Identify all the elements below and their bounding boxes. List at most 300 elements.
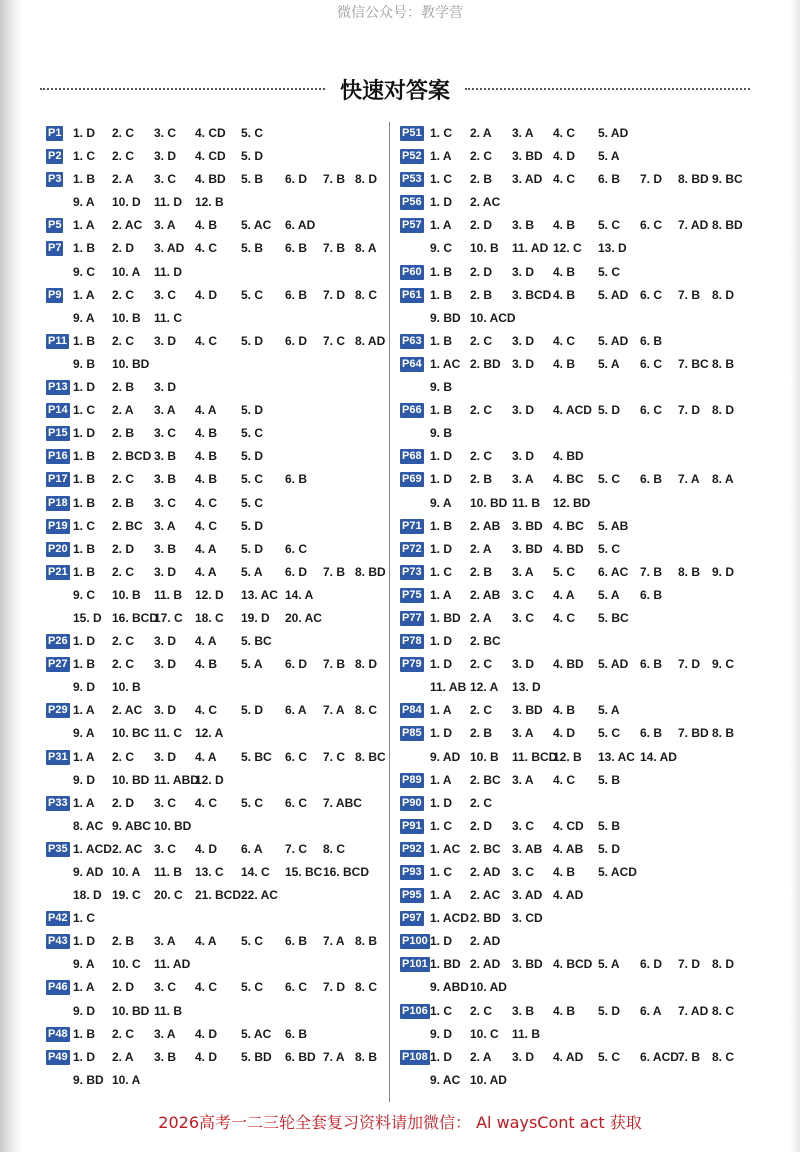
answer-item: 5. A [241,564,263,579]
answer-item: 5. C [598,541,621,556]
answer-line [46,493,386,516]
answer-item: 3. D [154,333,177,348]
answer-line [400,862,760,885]
page-number-badge: P97 [402,912,422,925]
answer-item: 1. A [430,772,452,787]
answer-item: 5. C [241,795,264,810]
answer-item: 3. C [154,495,177,510]
answer-line [46,654,386,677]
answer-item: 2. C [112,149,135,164]
answer-line [400,331,760,354]
answer-item: 12. A [470,680,499,695]
answer-item: 7. AD [678,218,709,233]
answer-item: 10. BD [112,1003,150,1018]
answer-item: 7. D [678,957,701,972]
answer-item: 2. A [470,1049,492,1064]
answer-item: 12. C [553,241,582,256]
answer-item: 5. D [241,149,264,164]
answer-item: 6. B [285,934,308,949]
page-spine-shadow [0,0,22,1152]
answer-item: 3. D [512,333,535,348]
answer-item: 6. B [640,587,663,602]
answer-item: 3. C [154,287,177,302]
answer-item: 1. ACD [73,841,112,856]
answer-item: 8. AD [355,333,386,348]
answer-line [46,469,386,492]
answer-item: 4. CD [553,818,584,833]
answer-item: 9. A [73,195,95,210]
answer-item: 9. D [430,1026,453,1041]
answer-item: 6. B [598,172,621,187]
answer-item: 3. BD [512,518,543,533]
answer-item: 11. BCD [512,749,558,764]
answer-line [400,123,760,146]
answer-item: 20. C [154,888,183,903]
answer-item: 1. C [73,911,96,926]
answer-item: 4. BD [553,541,584,556]
answer-item: 6. C [285,749,308,764]
answer-item: 1. AC [430,841,461,856]
answer-item: 5. A [241,657,263,672]
answer-item: 3. D [154,380,177,395]
page-number-badge: P51 [402,127,422,139]
answer-line [46,562,386,585]
page-number-badge: P60 [402,265,422,278]
answer-item: 2. C [470,1003,493,1018]
answer-item: 5. ACD [598,865,637,879]
answer-line [46,700,386,723]
answer-item: 2. A [112,1049,134,1064]
page-number-badge: P48 [48,1027,68,1040]
answer-item: 1. A [73,795,95,810]
answer-item: 16. BCD [323,865,370,879]
answer-item: 19. C [112,888,141,903]
answer-item: 2. D [112,795,135,810]
page-number-badge: P91 [402,819,422,832]
answer-item: 1. D [430,195,453,210]
answer-item: 10. C [112,957,141,972]
answer-line [400,493,760,516]
answer-item: 2. AB [470,518,501,533]
answer-item: 2. AD [470,934,501,949]
answer-item: 6. AD [285,218,316,233]
answer-item: 2. B [112,380,135,395]
answer-item: 3. BCD [512,287,552,302]
answer-item: 4. C [195,333,218,348]
answer-item: 2. C [112,657,135,672]
answer-item: 3. C [512,610,535,625]
answer-item: 5. C [598,218,621,233]
answer-item: 2. C [112,472,135,487]
answer-item: 4. B [553,703,576,718]
answer-item: 4. B [195,218,218,233]
answer-item: 17. C [154,610,183,625]
page-number-badge: P35 [48,842,68,855]
answer-item: 6. D [285,333,308,348]
answer-item: 3. AD [512,172,543,187]
answer-item: 4. AD [553,888,584,903]
answer-item: 3. C [154,980,177,995]
answer-item: 9. ABD [430,980,469,995]
answer-item: 15. D [73,610,102,625]
answer-item: 3. BD [512,703,543,718]
answer-item: 5. AD [598,333,629,348]
answer-item: 7. A [678,472,700,487]
page-number-badge: P106 [402,1004,428,1017]
answer-item: 11. C [154,726,183,741]
answer-line [46,954,386,977]
answer-item: 1. B [73,172,96,187]
answer-line [400,816,760,839]
answer-line [400,931,760,954]
answer-item: 9. C [73,264,96,279]
answer-item: 3. AD [512,888,543,903]
answer-item: 9. AD [73,865,104,879]
answer-line [46,308,386,331]
answer-item: 4. D [195,1049,218,1064]
answer-item: 8. B [712,356,735,371]
page-number-badge: P79 [402,658,422,671]
answer-item: 18. D [73,888,102,903]
answer-item: 6. D [285,172,308,187]
answer-item: 6. C [640,218,663,233]
answer-line [400,1070,760,1093]
answer-item: 15. BC [285,865,323,879]
answer-item: 4. A [195,934,217,949]
answer-item: 5. AD [598,126,629,140]
answer-item: 8. D [712,403,735,418]
answer-item: 1. B [430,403,453,418]
page-number-badge: P29 [48,704,68,717]
answer-item: 5. BC [598,610,629,625]
answer-item: 12. B [195,195,224,210]
answer-column-right [400,123,760,1093]
answer-item: 1. C [73,149,96,164]
answer-item: 3. A [154,218,176,233]
answer-item: 9. D [73,772,96,787]
answer-item: 8. C [355,980,378,995]
answer-item: 1. B [430,264,453,279]
answer-item: 8. C [355,287,378,302]
answer-item: 5. D [598,403,621,418]
answer-line [400,723,760,746]
answer-item: 3. D [512,264,535,279]
answer-item: 2. BC [470,634,501,649]
answer-line [400,469,760,492]
answer-item: 2. AD [470,957,501,972]
answer-line [400,562,760,585]
answer-item: 5. C [241,126,264,140]
answer-item: 7. A [323,703,345,718]
answer-item: 3. CD [512,911,543,926]
answer-item: 5. BD [241,1049,272,1064]
answer-item: 1. BD [430,610,461,625]
page-number-badge: P89 [402,773,422,786]
answer-item: 3. B [512,218,535,233]
answer-item: 1. B [73,1026,96,1041]
answer-item: 6. B [640,726,663,741]
answer-item: 5. C [241,934,264,949]
answer-line [46,169,386,192]
answer-item: 2. B [470,564,493,579]
answer-item: 1. B [73,564,96,579]
answer-item: 2. BD [470,356,501,371]
answer-line [46,608,386,631]
page-number-badge: P63 [402,334,422,347]
answer-item: 10. BD [470,495,508,510]
answer-item: 5. A [598,356,620,371]
answer-item: 1. BD [430,957,461,972]
answer-item: 6. A [241,841,263,856]
answer-item: 3. BD [512,541,543,556]
answer-item: 3. D [512,403,535,418]
answer-item: 3. D [154,657,177,672]
answer-item: 2. A [470,610,492,625]
answer-item: 2. D [470,818,493,833]
answer-item: 1. A [430,587,452,602]
answer-item: 2. C [470,703,493,718]
page-number-badge: P13 [48,381,68,394]
answer-item: 9. C [712,657,735,672]
answer-item: 10. BD [154,818,192,833]
answer-item: 2. BD [470,911,501,926]
answer-line [400,308,760,331]
answer-item: 8. BD [678,172,709,187]
answer-item: 4. ACD [553,403,592,418]
title-row [40,74,750,104]
answer-item: 4. B [553,1003,576,1018]
answer-item: 4. AB [553,841,584,856]
answer-item: 3. C [154,172,177,187]
page-number-badge: P17 [48,473,68,486]
page-number-badge: P46 [48,981,68,994]
answer-item: 3. A [512,564,534,579]
answer-item: 3. BD [512,957,543,972]
answer-item: 6. C [640,356,663,371]
answer-line [46,516,386,539]
answer-item: 2. D [112,241,135,256]
answer-item: 2. C [112,564,135,579]
answer-item: 4. D [553,149,576,164]
page-number-badge: P15 [48,427,68,440]
answer-item: 3. C [154,841,177,856]
answer-item: 6. B [640,472,663,487]
page-number-badge: P43 [48,935,68,948]
answer-item: 8. A [355,241,377,256]
answer-item: 4. B [553,865,576,879]
page-number-badge: P78 [402,635,422,648]
answer-item: 6. B [285,241,308,256]
answer-item: 13. AC [598,749,635,764]
page-number-badge: P64 [402,357,422,370]
answer-item: 4. BC [553,472,584,487]
answer-item: 7. C [285,841,308,856]
answer-item: 9. ABC [112,818,151,833]
answer-item: 7. B [323,172,346,187]
answer-item: 3. D [154,149,177,164]
answer-line [400,608,760,631]
answer-item: 1. A [430,149,452,164]
answer-line [400,192,760,215]
answer-item: 3. B [154,541,177,556]
answer-item: 7. ABC [323,795,362,810]
answer-item: 2. B [112,426,135,441]
answer-line [400,977,760,1000]
answer-line [46,377,386,400]
answer-item: 4. A [195,634,217,649]
answer-item: 1. B [430,287,453,302]
answer-item: 2. D [112,541,135,556]
answer-item: 2. AC [112,841,143,856]
answer-item: 4. A [195,541,217,556]
answer-item: 10. AD [470,1072,507,1087]
answer-item: 9. D [73,680,96,695]
answer-item: 3. A [154,403,176,418]
answer-column-left [46,123,386,1093]
answer-item: 1. D [73,426,96,441]
answer-item: 2. A [470,126,492,140]
page-number-badge: P27 [48,658,68,671]
answer-item: 6. B [285,1026,308,1041]
answer-item: 2. BC [112,518,143,533]
answer-item: 10. ACD [470,310,516,325]
answer-item: 18. C [195,610,224,625]
answer-item: 9. AD [430,749,461,764]
answer-item: 16. BCD [112,610,159,625]
answer-item: 10. D [112,195,141,210]
answer-item: 3. A [512,126,534,140]
answer-item: 6. C [285,980,308,995]
answer-item: 2. A [112,403,134,418]
answer-item: 1. D [430,657,453,672]
answer-item: 3. C [154,795,177,810]
answer-item: 4. BD [553,449,584,464]
answer-item: 4. A [195,749,217,764]
answer-item: 1. A [73,218,95,233]
answer-item: 10. A [112,1072,141,1087]
answer-item: 11. B [512,495,541,510]
answer-item: 4. C [553,333,576,348]
answer-item: 5. D [241,333,264,348]
answer-line [400,747,760,770]
answer-item: 10. A [112,865,141,879]
answer-item: 4. D [195,287,218,302]
page-number-badge: P66 [402,404,422,417]
answer-line [400,954,760,977]
answer-line [46,793,386,816]
answer-item: 14. C [241,865,270,879]
page-number-badge: P84 [402,704,422,717]
answer-item: 2. A [470,541,492,556]
title-dotted-rule-right [465,88,750,90]
answer-item: 1. A [430,218,452,233]
answer-item: 1. D [73,934,96,949]
answer-item: 6. A [640,1003,662,1018]
answer-item: 1. A [73,980,95,995]
answer-item: 7. D [323,980,346,995]
answer-line [46,862,386,885]
answer-line [46,423,386,446]
answer-item: 8. B [355,1049,378,1064]
page-number-badge: P95 [402,889,422,902]
answer-item: 6. B [640,333,663,348]
answer-line [400,793,760,816]
answer-item: 4. C [195,495,218,510]
answer-line [46,723,386,746]
answer-item: 5. C [241,980,264,995]
answer-item: 1. D [73,126,96,140]
answer-item: 4. B [195,657,218,672]
answer-item: 4. C [553,772,576,787]
answer-item: 4. C [195,795,218,810]
answer-item: 19. D [241,610,270,625]
answer-item: 5. D [241,703,264,718]
page-number-badge: P75 [402,588,422,601]
answer-item: 6. C [640,403,663,418]
answer-item: 2. B [112,495,135,510]
answer-line [46,192,386,215]
answer-item: 9. A [73,957,95,972]
answer-item: 11. B [512,1026,541,1041]
answer-item: 13. D [512,680,541,695]
answer-item: 1. D [73,1049,96,1064]
page-title: 快速对答案 [339,78,450,104]
page-number-badge: P101 [402,958,428,971]
answer-line [46,238,386,261]
answer-item: 2. C [470,333,493,348]
answer-item: 1. B [73,495,96,510]
answer-item: 1. C [430,126,453,140]
answer-item: 2. BC [470,772,501,787]
answer-item: 4. D [195,1026,218,1041]
page-number-badge: P92 [402,842,422,855]
page-number-badge: P52 [402,150,422,163]
answer-item: 13. AC [241,587,278,602]
page-number-badge: P68 [402,450,422,463]
answer-item: 2. C [470,149,493,164]
answer-item: 5. C [553,564,576,579]
answer-item: 6. B [285,287,308,302]
answer-item: 2. BC [470,841,501,856]
answer-item: 10. B [112,310,141,325]
page-number-badge: P93 [402,866,422,878]
answer-item: 1. C [430,1003,453,1018]
page-number-badge: P5 [48,219,62,232]
answer-item: 5. AD [598,657,629,672]
answer-item: 5. B [241,172,264,187]
answer-item: 1. A [73,749,95,764]
answer-item: 2. AC [470,888,501,903]
answer-line [46,931,386,954]
answer-item: 11. AD [154,957,191,972]
answer-item: 5. D [241,403,264,418]
answer-item: 2. B [470,172,493,187]
answer-line [400,238,760,261]
answer-item: 3. D [154,564,177,579]
answer-item: 2. C [112,333,135,348]
answer-item: 4. C [553,610,576,625]
answer-item: 4. C [195,980,218,995]
answer-line [400,400,760,423]
answer-item: 3. B [154,1049,177,1064]
answer-item: 8. BC [355,749,386,764]
answer-item: 10. BD [112,356,150,371]
page-number-badge: P33 [48,796,68,809]
answer-item: 2. C [112,287,135,302]
answer-item: 1. D [430,726,453,741]
answer-line [400,677,760,700]
answer-item: 8. D [355,657,378,672]
